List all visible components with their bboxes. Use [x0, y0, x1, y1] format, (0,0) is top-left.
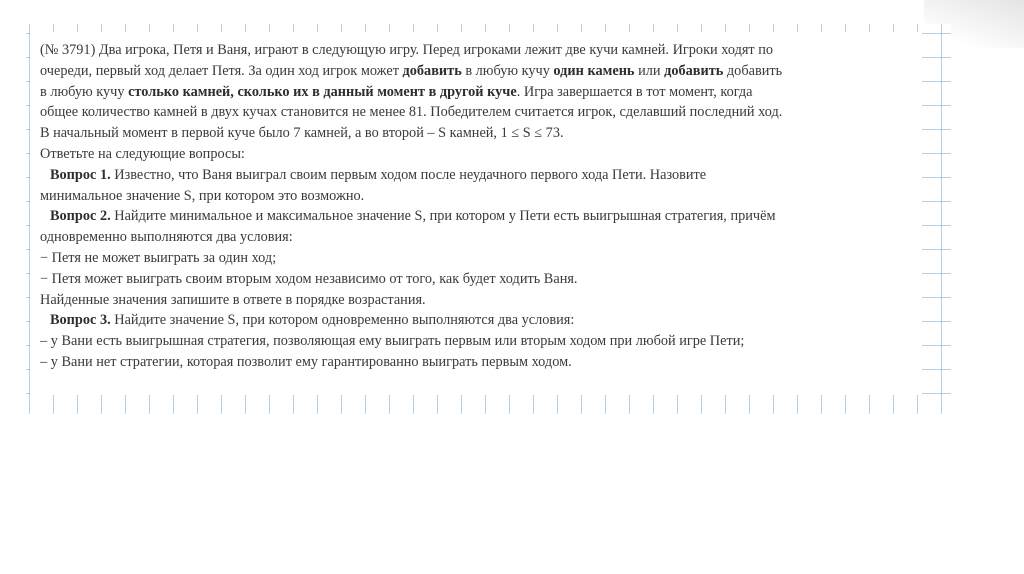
- problem-line: [40, 290, 912, 311]
- problem-line: [40, 61, 912, 82]
- bold-text: Вопрос 2.: [50, 208, 111, 225]
- text-run: – у Вани нет стратегии, которая позволит ему гарантированно выиграть первым ходом.: [40, 353, 572, 370]
- text-run: в любую кучу: [461, 62, 554, 79]
- text-run: − Петя может выиграть своим вторым ходом независимо от того, как будет ходить Ваня.: [40, 270, 578, 287]
- problem-line: [40, 186, 912, 207]
- text-run: Известно, что Ваня выиграл своим первым ходом после неудачного первого хода Пети. Назовите: [110, 166, 707, 183]
- problem-line: [40, 310, 912, 331]
- text-run: Найденные значения запишите в ответе в порядке возрастания.: [40, 291, 426, 308]
- text-run: − Петя не может выиграть за один ход;: [40, 249, 277, 266]
- bold-text: Вопрос 1.: [50, 166, 111, 183]
- problem-line: [40, 206, 912, 227]
- grid-paper: [26, 24, 951, 414]
- text-run: очереди, первый ход делает Петя. За один ход игрок может: [40, 62, 403, 79]
- text-run: общее количество камней в двух кучах становится не менее 81. Победителем считается игрок, сделавший последний ход.: [40, 104, 783, 121]
- text-run: Ответьте на следующие вопросы:: [40, 145, 245, 162]
- problem-line: [40, 40, 912, 61]
- text-run: . Игра завершается в тот момент, когда: [516, 83, 753, 100]
- text-run: Найдите значение S, при котором одновременно выполняются два условия:: [110, 312, 575, 329]
- bold-text: добавить: [402, 62, 462, 79]
- problem-line: [40, 165, 912, 186]
- problem-line: [40, 123, 912, 144]
- problem-text: [30, 32, 922, 395]
- problem-line: [40, 82, 912, 103]
- problem-line: [40, 102, 912, 123]
- problem-line: [40, 331, 912, 352]
- text-run: – у Вани есть выигрышная стратегия, позволяющая ему выиграть первым или вторым ходом при любой игре Пети;: [40, 333, 745, 350]
- text-run: (№ 3791) Два игрока, Петя и Ваня, играют в следующую игру. Перед игроками лежит две кучи камней. Игроки ходят по: [40, 42, 774, 58]
- text-run: добавить: [723, 62, 783, 79]
- text-run: Найдите минимальное и максимальное значение S, при котором у Пети есть выигрышная стратегия, причём: [110, 208, 776, 225]
- text-run: В начальный момент в первой куче было 7 камней, а во второй – S камней, 1 ≤ S ≤ 73.: [40, 125, 564, 142]
- problem-line: [40, 352, 912, 373]
- problem-line: [40, 144, 912, 165]
- text-run: минимальное значение S, при котором это возможно.: [40, 187, 365, 204]
- bold-text: столько камней, сколько их в данный момент в другой куче: [128, 83, 517, 100]
- text-run: или: [634, 62, 665, 79]
- problem-line: [40, 227, 912, 248]
- text-run: одновременно выполняются два условия:: [40, 229, 293, 246]
- problem-line: [40, 269, 912, 290]
- problem-line: [40, 248, 912, 269]
- bold-text: один камень: [553, 62, 635, 79]
- bold-text: добавить: [664, 62, 724, 79]
- text-run: в любую кучу: [40, 83, 129, 100]
- bold-text: Вопрос 3.: [50, 312, 111, 329]
